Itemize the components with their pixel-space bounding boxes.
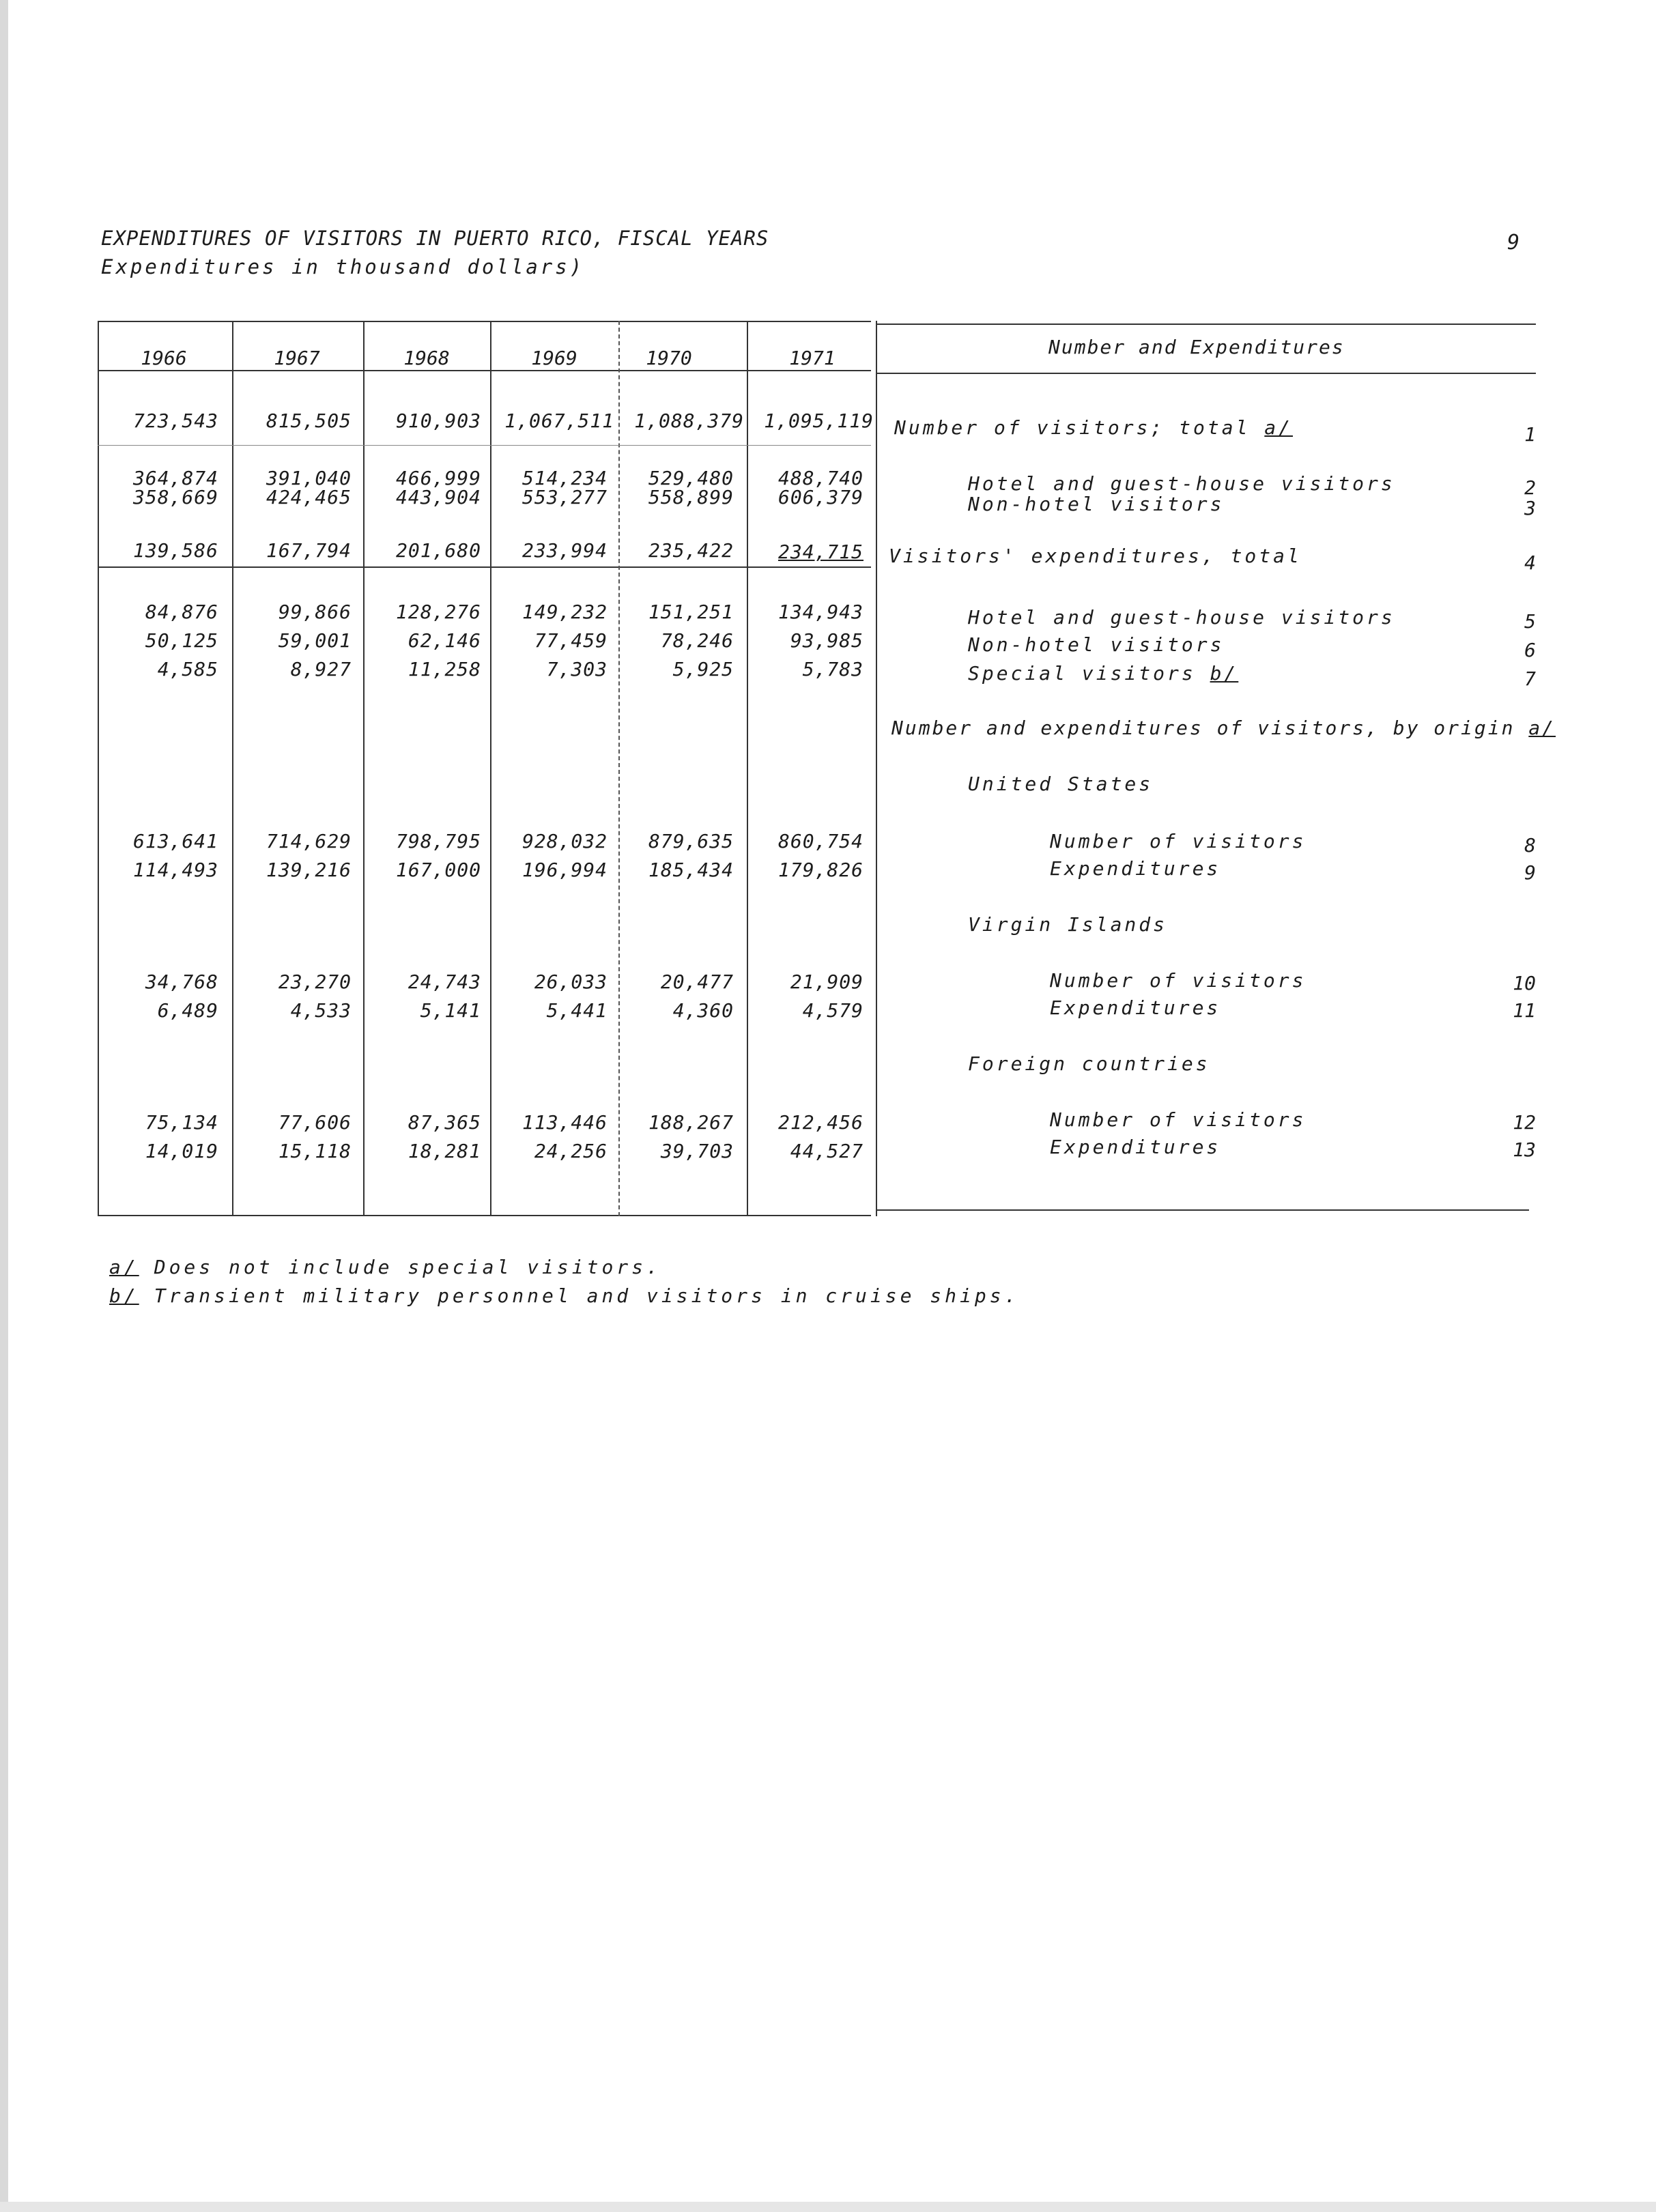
- cell: 77,459: [534, 629, 608, 652]
- cell: 364,874: [132, 467, 218, 489]
- cell: 910,903: [395, 410, 481, 432]
- cell: 23,270: [278, 971, 352, 993]
- section-rule: [98, 566, 871, 568]
- cell: 443,904: [395, 486, 481, 508]
- cell: 201,680: [395, 539, 481, 562]
- row-label: Hotel and guest-house visitors: [968, 606, 1395, 629]
- line-number: 1: [1524, 423, 1536, 446]
- cell: 860,754: [777, 830, 863, 852]
- cell: 4,360: [672, 999, 734, 1022]
- cell: 139,586: [132, 539, 218, 562]
- cell: 196,994: [522, 859, 608, 881]
- scan-bottom-edge: [0, 2202, 1656, 2212]
- cell: 5,783: [802, 658, 863, 680]
- cell: 128,276: [395, 601, 481, 623]
- line-number: 9: [1524, 861, 1536, 884]
- cell: 139,216: [266, 859, 352, 881]
- row-label: Number of visitors: [1050, 830, 1307, 852]
- row-label: Number of visitors: [1050, 969, 1307, 992]
- cell: 21,909: [790, 971, 863, 993]
- row-label: Non-hotel visitors: [968, 493, 1225, 515]
- row-label: Hotel and guest-house visitors: [968, 472, 1395, 495]
- cell: 4,579: [802, 999, 863, 1022]
- cell: 114,493: [132, 859, 218, 881]
- col-header-1966: 1966: [141, 347, 187, 369]
- cell: 18,281: [408, 1140, 481, 1162]
- cell: 78,246: [660, 629, 734, 652]
- stub-bottom-rule: [877, 1209, 1529, 1211]
- cell: 553,277: [522, 486, 608, 508]
- row-label: Non-hotel visitors: [968, 633, 1225, 656]
- col-header-1968: 1968: [403, 347, 450, 369]
- cell: 84,876: [145, 601, 218, 623]
- line-number: 11: [1513, 999, 1536, 1022]
- cell: 44,527: [790, 1140, 863, 1162]
- line-number: 12: [1513, 1111, 1536, 1134]
- table-bottom-rule: [98, 1215, 871, 1216]
- row-label: Expenditures: [1050, 1136, 1221, 1158]
- row-label: Number of visitors; total a/: [894, 416, 1294, 439]
- cell: 606,379: [777, 486, 863, 508]
- cell: 87,365: [408, 1111, 481, 1134]
- cell: 11,258: [408, 658, 481, 680]
- line-number: 8: [1524, 834, 1536, 857]
- line-number: 6: [1524, 639, 1536, 661]
- group-heading: Foreign countries: [968, 1052, 1210, 1075]
- col-rule: [232, 321, 233, 1216]
- cell: 358,669: [132, 486, 218, 508]
- header-rule: [98, 370, 871, 371]
- col-rule: [98, 321, 99, 1216]
- cell: 26,033: [534, 971, 608, 993]
- cell: 113,446: [522, 1111, 608, 1134]
- cell: 50,125: [145, 629, 218, 652]
- line-number: 7: [1524, 667, 1536, 690]
- cell: 6,489: [157, 999, 218, 1022]
- cell: 5,141: [420, 999, 481, 1022]
- stub-top-rule: [877, 324, 1536, 325]
- cell: 77,606: [278, 1111, 352, 1134]
- line-number: 5: [1524, 610, 1536, 633]
- scan-edge: [0, 0, 8, 2212]
- cell: 62,146: [408, 629, 481, 652]
- cell: 1,095,119: [764, 410, 874, 432]
- row-rule: [98, 445, 871, 446]
- cell: 529,480: [648, 467, 734, 489]
- cell: 391,040: [266, 467, 352, 489]
- line-number: 2: [1524, 476, 1536, 499]
- page-number: 9: [1507, 231, 1520, 255]
- stub-header: Number and Expenditures: [1048, 336, 1345, 358]
- cell: 5,441: [546, 999, 608, 1022]
- cell: 20,477: [660, 971, 734, 993]
- line-number: 13: [1513, 1138, 1536, 1161]
- cell: 466,999: [395, 467, 481, 489]
- cell: 1,088,379: [634, 410, 744, 432]
- col-rule: [490, 321, 491, 1216]
- cell: 8,927: [290, 658, 352, 680]
- cell: 185,434: [648, 859, 734, 881]
- col-header-1969: 1969: [531, 347, 577, 369]
- cell: 34,768: [145, 971, 218, 993]
- section-heading: Number and expenditures of visitors, by origin a/: [891, 717, 1556, 739]
- cell: 7,303: [546, 658, 608, 680]
- cell: 424,465: [266, 486, 352, 508]
- cell: 234,715: [777, 541, 863, 563]
- cell: 558,899: [648, 486, 734, 508]
- cell: 798,795: [395, 830, 481, 852]
- cell: 1,067,511: [504, 410, 614, 432]
- row-label: Visitors' expenditures, total: [889, 545, 1302, 567]
- row-label: Expenditures: [1050, 996, 1221, 1019]
- footnote-b: b/ Transient military personnel and visitors in cruise ships.: [109, 1284, 1020, 1307]
- cell: 134,943: [777, 601, 863, 623]
- cell: 5,925: [672, 658, 734, 680]
- cell: 75,134: [145, 1111, 218, 1134]
- cell: 233,994: [522, 539, 608, 562]
- line-number: 4: [1524, 551, 1536, 574]
- row-label: Expenditures: [1050, 857, 1221, 880]
- cell: 723,543: [132, 410, 218, 432]
- cell: 212,456: [777, 1111, 863, 1134]
- cell: 613,641: [132, 830, 218, 852]
- cell: 879,635: [648, 830, 734, 852]
- col-rule: [363, 321, 365, 1216]
- cell: 24,743: [408, 971, 481, 993]
- col-header-1970: 1970: [646, 347, 692, 369]
- cell: 14,019: [145, 1140, 218, 1162]
- page-title: EXPENDITURES OF VISITORS IN PUERTO RICO, FISCAL YEARS: [101, 227, 769, 250]
- cell: 149,232: [522, 601, 608, 623]
- group-heading: United States: [968, 773, 1154, 795]
- cell: 59,001: [278, 629, 352, 652]
- cell: 24,256: [534, 1140, 608, 1162]
- line-number: 3: [1524, 497, 1536, 519]
- col-header-1967: 1967: [274, 347, 320, 369]
- cell: 4,533: [290, 999, 352, 1022]
- cell: 514,234: [522, 467, 608, 489]
- footnote-a: a/ Does not include special visitors.: [109, 1256, 661, 1278]
- cell: 99,866: [278, 601, 352, 623]
- cell: 4,585: [157, 658, 218, 680]
- col-rule: [747, 321, 748, 1216]
- cell: 151,251: [648, 601, 734, 623]
- line-number: 10: [1513, 972, 1536, 994]
- cell: 928,032: [522, 830, 608, 852]
- table-top-rule: [98, 321, 871, 322]
- row-label: Number of visitors: [1050, 1108, 1307, 1131]
- cell: 93,985: [790, 629, 863, 652]
- cell: 167,000: [395, 859, 481, 881]
- col-header-1971: 1971: [789, 347, 836, 369]
- col-rule: [618, 321, 620, 1216]
- cell: 188,267: [648, 1111, 734, 1134]
- cell: 15,118: [278, 1140, 352, 1162]
- stub-header-rule: [877, 373, 1536, 374]
- cell: 39,703: [660, 1140, 734, 1162]
- col-rule: [876, 321, 877, 1216]
- page-subtitle: Expenditures in thousand dollars): [101, 255, 585, 278]
- cell: 179,826: [777, 859, 863, 881]
- cell: 488,740: [777, 467, 863, 489]
- cell: 815,505: [266, 410, 352, 432]
- cell: 167,794: [266, 539, 352, 562]
- cell: 714,629: [266, 830, 352, 852]
- row-label: Special visitors b/: [968, 662, 1239, 685]
- cell: 235,422: [648, 539, 734, 562]
- group-heading: Virgin Islands: [968, 913, 1168, 936]
